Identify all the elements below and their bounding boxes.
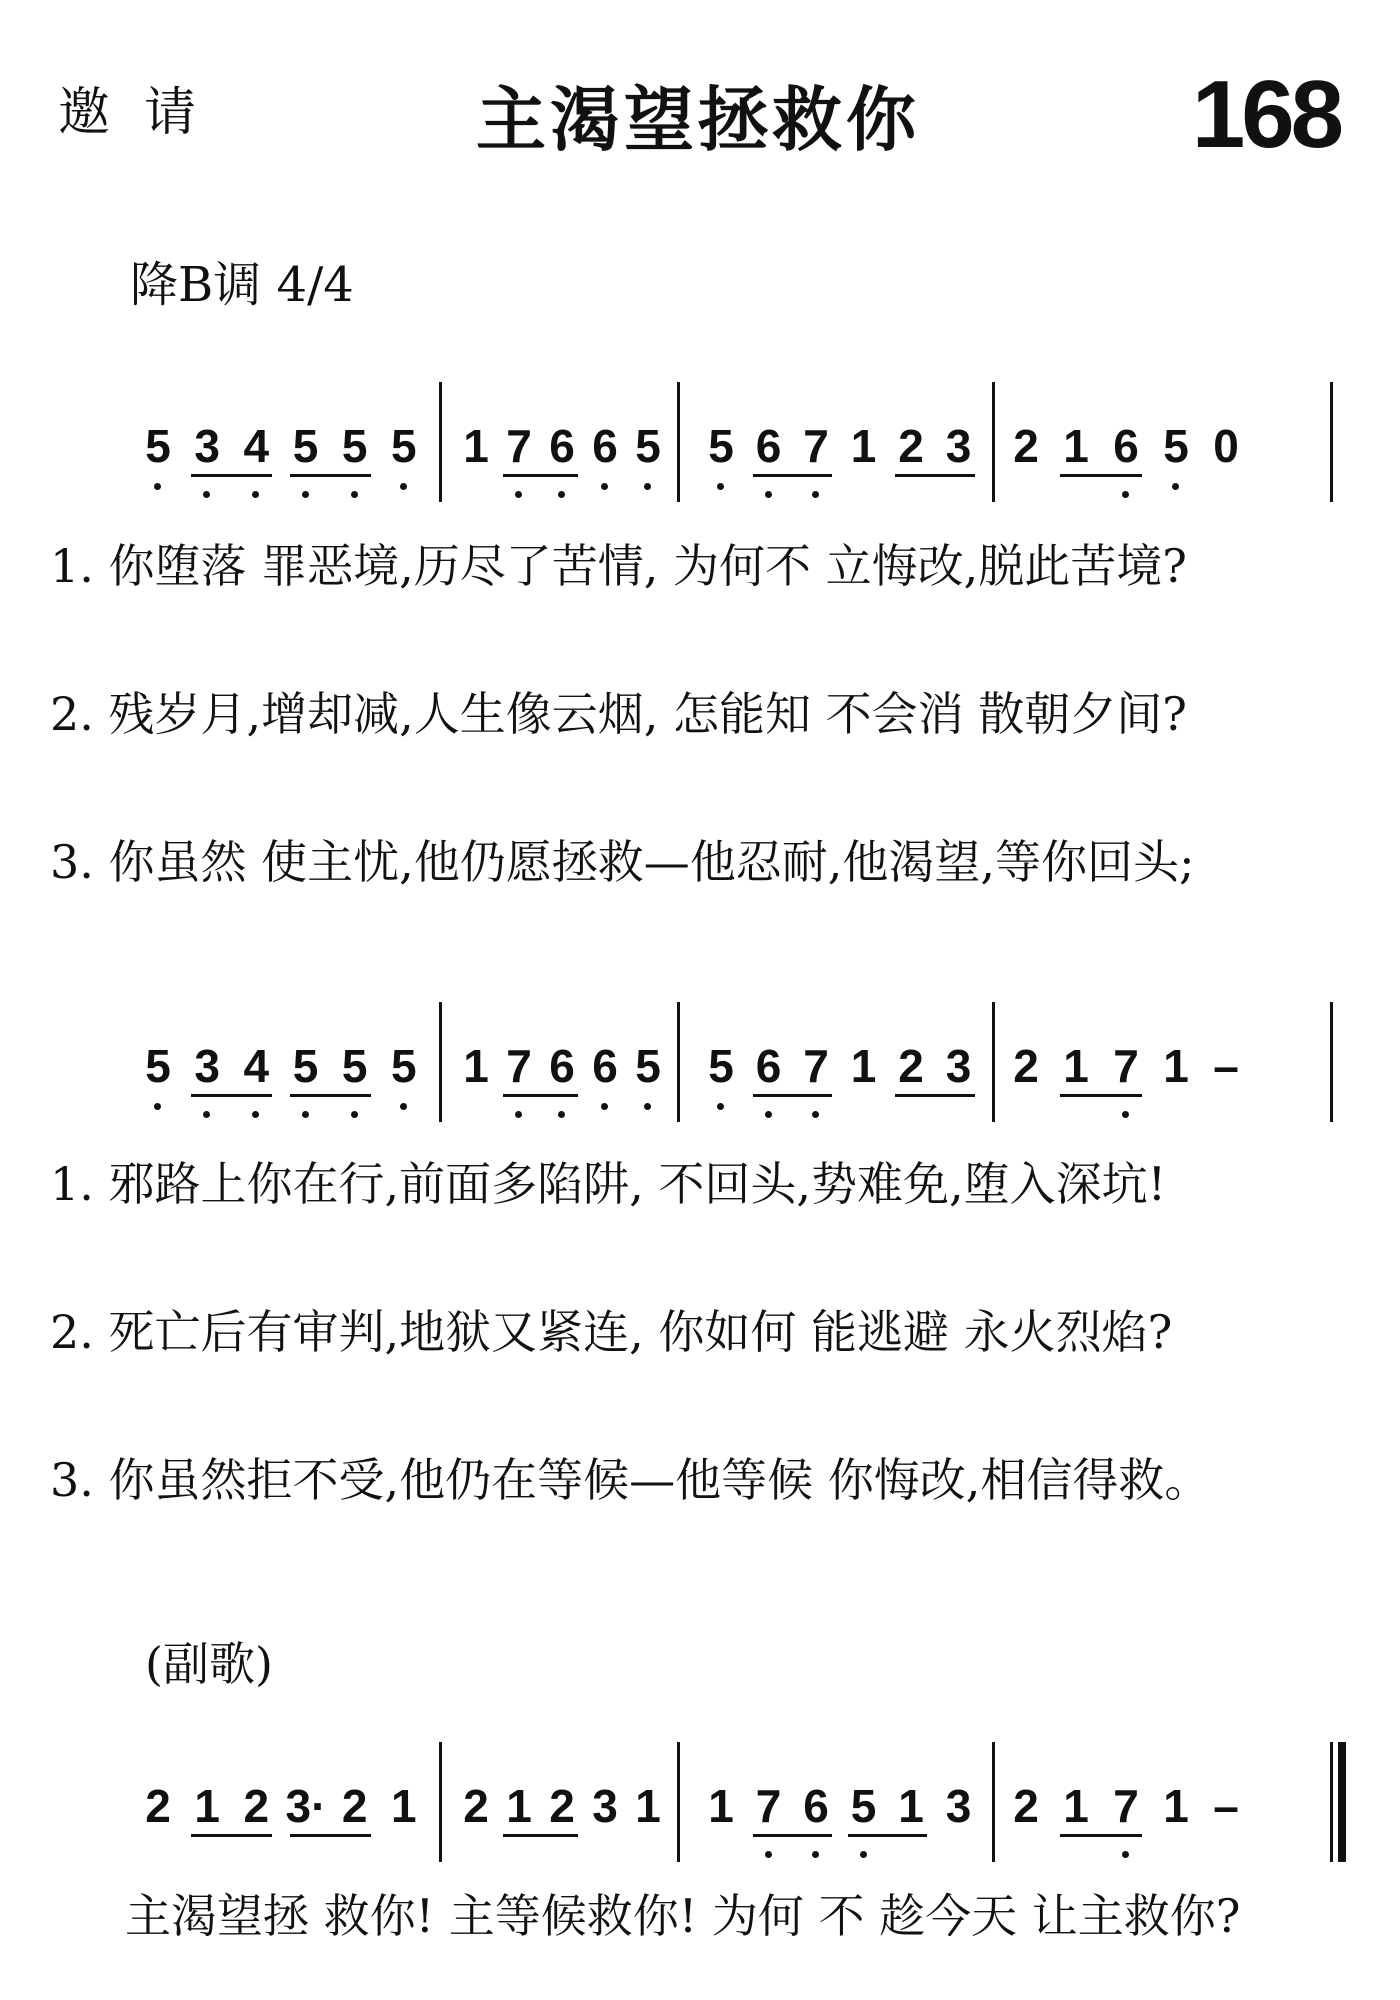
note: 7 [1106, 1776, 1146, 1836]
bar-line [992, 1742, 995, 1862]
note: 1 [391, 1780, 417, 1832]
note: 2 [1013, 1040, 1039, 1092]
note: 7 [796, 1036, 836, 1096]
octave-dot [154, 1103, 161, 1110]
note: 7 [1106, 1036, 1146, 1096]
beam-underline [1060, 1094, 1142, 1097]
note: 2 [145, 1780, 171, 1832]
octave-dot [1172, 483, 1179, 490]
verse-line: 2. 残岁月,增却减,人生像云烟, 怎能知 不会消 散朝夕间? [50, 687, 1187, 741]
octave-dot [252, 491, 259, 498]
note: – [1213, 1780, 1239, 1832]
note: 4 [236, 416, 276, 476]
note: 3 [187, 416, 227, 476]
note: 1 [194, 1780, 220, 1832]
measure [998, 1028, 1333, 1118]
bar-line [1330, 1002, 1333, 1122]
notation-staff-chorus [130, 1768, 1340, 1878]
note: 2 [1013, 420, 1039, 472]
note: 1 [635, 1780, 661, 1832]
note: 2 [341, 1780, 368, 1832]
octave-dot [601, 1103, 608, 1110]
octave-dot [515, 491, 522, 498]
octave-dot [515, 1111, 522, 1118]
note: 6 [749, 1036, 789, 1096]
note: 6 [585, 416, 625, 476]
note: 7 [749, 1776, 789, 1836]
octave-dot [812, 1851, 819, 1858]
beam-underline [1060, 474, 1142, 477]
note: 2 [243, 1780, 270, 1832]
octave-dot [203, 491, 210, 498]
note: 1 [850, 420, 877, 472]
verse-line: 2. 死亡后有审判,地狱又紧连, 你如何 能逃避 永火烈焰? [50, 1305, 1173, 1359]
octave-dot [860, 1851, 867, 1858]
note: 3 [945, 1780, 972, 1832]
note: – [1213, 1040, 1239, 1092]
final-bar-line [1338, 1742, 1346, 1862]
bar-line [992, 1002, 995, 1122]
note: 2 [463, 1780, 489, 1832]
note: 3 [945, 1040, 972, 1092]
note: 7 [499, 1036, 539, 1096]
note: 2 [898, 420, 924, 472]
note: 5 [701, 416, 741, 476]
note: 7 [796, 416, 836, 476]
beam-underline [848, 1834, 928, 1837]
octave-dot [558, 491, 565, 498]
bar-line [1330, 382, 1333, 502]
octave-dot [644, 483, 651, 490]
measure [448, 1768, 673, 1858]
bar-line [439, 1002, 442, 1122]
octave-dot [1122, 491, 1129, 498]
note: 1 [850, 1040, 877, 1092]
octave-dot [351, 491, 358, 498]
beam-underline [290, 1834, 371, 1837]
measure [448, 1028, 673, 1118]
key-signature: 降B调 4/4 [130, 257, 354, 313]
measure [693, 1768, 988, 1858]
note: 5 [138, 1036, 178, 1096]
note: 5 [335, 1036, 375, 1096]
note: 3· [285, 1780, 327, 1832]
beam-underline [753, 1094, 833, 1097]
note: 4 [236, 1036, 276, 1096]
hymn-number: 168 [1191, 61, 1340, 168]
verse-line: 1. 邪路上你在行,前面多陷阱, 不回头,势难免,堕入深坑! [50, 1157, 1167, 1211]
note: 5 [1156, 416, 1196, 476]
octave-dot [812, 1111, 819, 1118]
bar-line [439, 1742, 442, 1862]
octave-dot [154, 483, 161, 490]
beam-underline [191, 474, 272, 477]
bar-line [992, 382, 995, 502]
note: 3 [592, 1780, 618, 1832]
octave-dot [400, 1103, 407, 1110]
note: 5 [286, 416, 326, 476]
chorus-lyric: 主渴望拯 救你! 主等候救你! 为何 不 趁今天 让主救你? [125, 1889, 1241, 1943]
bar-line [677, 382, 680, 502]
note: 5 [628, 1036, 668, 1096]
note: 1 [463, 420, 489, 472]
note: 2 [1013, 1780, 1039, 1832]
beam-underline [503, 1834, 578, 1837]
note: 6 [542, 416, 582, 476]
octave-dot [717, 1103, 724, 1110]
beam-underline [753, 474, 833, 477]
octave-dot [765, 1851, 772, 1858]
note: 5 [844, 1776, 884, 1836]
note: 1 [1163, 1040, 1189, 1092]
measure [693, 1028, 988, 1118]
note: 5 [628, 416, 668, 476]
notation-staff-1 [130, 408, 1340, 518]
verse-line: 3. 你虽然拒不受,他仍在等候—他等候 你悔改,相信得救。 [50, 1453, 1211, 1507]
verse-line: 1. 你堕落 罪恶境,历尽了苦情, 为何不 立悔改,脱此苦境? [50, 539, 1187, 593]
measure [130, 1768, 435, 1858]
beam-underline [895, 474, 975, 477]
note: 6 [542, 1036, 582, 1096]
octave-dot [1122, 1111, 1129, 1118]
note: 5 [138, 416, 178, 476]
beam-underline [753, 1834, 833, 1837]
beam-underline [290, 1094, 371, 1097]
note: 7 [499, 416, 539, 476]
note: 5 [286, 1036, 326, 1096]
octave-dot [351, 1111, 358, 1118]
note: 6 [1106, 416, 1146, 476]
note: 5 [335, 416, 375, 476]
note: 6 [749, 416, 789, 476]
note: 3 [187, 1036, 227, 1096]
measure [998, 1768, 1333, 1858]
note: 2 [898, 1040, 924, 1092]
beam-underline [290, 474, 371, 477]
octave-dot [644, 1103, 651, 1110]
chorus-label: (副歌) [145, 1637, 273, 1691]
octave-dot [765, 1111, 772, 1118]
octave-dot [601, 483, 608, 490]
notation-staff-2 [130, 1028, 1340, 1138]
measure [693, 408, 988, 498]
octave-dot [1122, 1851, 1129, 1858]
note: 1 [1163, 1780, 1189, 1832]
note: 1 [1063, 1040, 1089, 1092]
note: 1 [1063, 420, 1089, 472]
beam-underline [191, 1094, 272, 1097]
octave-dot [252, 1111, 259, 1118]
note: 5 [384, 1036, 424, 1096]
octave-dot [203, 1111, 210, 1118]
octave-dot [765, 491, 772, 498]
bar-line [677, 1742, 680, 1862]
beam-underline [191, 1834, 272, 1837]
bar-line [1330, 1742, 1333, 1862]
note: 1 [463, 1040, 489, 1092]
octave-dot [717, 483, 724, 490]
hymn-title: 主渴望拯救你 [476, 79, 920, 161]
beam-underline [503, 474, 578, 477]
note: 5 [384, 416, 424, 476]
measure [130, 1028, 435, 1118]
note: 6 [796, 1776, 836, 1836]
category-label: 邀请 [58, 83, 231, 143]
note: 3 [945, 420, 972, 472]
note: 0 [1213, 420, 1239, 472]
note: 1 [506, 1780, 532, 1832]
bar-line [677, 1002, 680, 1122]
measure [130, 408, 435, 498]
octave-dot [302, 491, 309, 498]
octave-dot [400, 483, 407, 490]
octave-dot [558, 1111, 565, 1118]
note: 1 [1063, 1780, 1089, 1832]
measure [998, 408, 1333, 498]
beam-underline [503, 1094, 578, 1097]
verse-line: 3. 你虽然 使主忧,他仍愿拯救—他忍耐,他渴望,等你回头; [50, 835, 1195, 889]
note: 2 [549, 1780, 575, 1832]
note: 1 [708, 1780, 734, 1832]
octave-dot [812, 491, 819, 498]
note: 6 [585, 1036, 625, 1096]
note: 5 [701, 1036, 741, 1096]
beam-underline [895, 1094, 975, 1097]
beam-underline [1060, 1834, 1142, 1837]
measure [448, 408, 673, 498]
octave-dot [302, 1111, 309, 1118]
bar-line [439, 382, 442, 502]
note: 1 [898, 1780, 924, 1832]
